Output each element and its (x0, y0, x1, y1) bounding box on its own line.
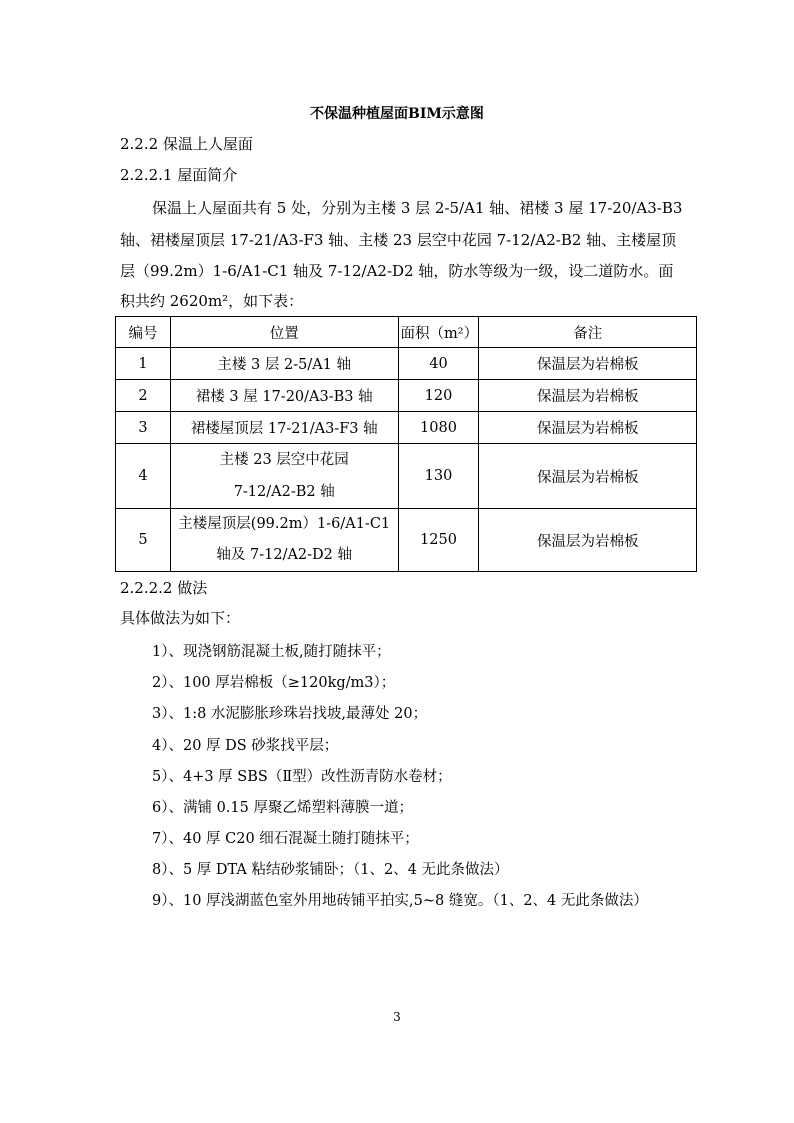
cell-note: 保温层为岩棉板 (479, 348, 697, 380)
table-row (116, 380, 697, 412)
cell-number: 4 (116, 444, 171, 509)
cell-number: 5 (116, 509, 171, 572)
cell-location (170, 444, 398, 509)
paragraph-line: 保温上人屋面共有 5 处，分别为主楼 3 层 2-5/A1 轴、裙楼 3 屋 17-20/A3-B3 (152, 199, 683, 217)
cell-note: 保温层为岩棉板 (479, 412, 697, 444)
table-row (116, 444, 697, 509)
cell-location-line: 主楼屋顶层(99.2m）1-6/A1-C1 (178, 516, 391, 532)
cell-area: 1250 (398, 509, 479, 572)
header-cell: 备注 (479, 317, 697, 348)
cell-number: 3 (116, 412, 171, 444)
method-step: 7）、40 厚 C20 细石混凝土随打随抹平； (152, 831, 419, 847)
method-step: 2）、100 厚岩棉板（≥120kg/m3）； (152, 675, 396, 691)
method-step: 8）、5 厚 DTA 粘结砂浆铺卧；（1、2、4 无此条做法） (152, 862, 509, 878)
paragraph-line: 层（99.2m）1-6/A1-C1 轴及 7-12/A2-D2 轴，防水等级为一级，设二道防水。面 (120, 262, 674, 280)
method-intro: 具体做法为如下： (120, 609, 241, 627)
cell-location-line: 7-12/A2-B2 轴 (233, 484, 335, 500)
method-step: 4）、20 厚 DS 砂浆找平层； (152, 738, 339, 754)
subsection-heading: 2.2.2.1 屋面简介 (120, 166, 238, 184)
cell-area: 120 (398, 380, 479, 412)
table-row (116, 412, 697, 444)
header-cell: 面积（m²） (398, 317, 479, 348)
cell-area: 40 (398, 348, 479, 380)
cell-location (170, 509, 398, 572)
cell-area: 130 (398, 444, 479, 509)
table-header-row (116, 317, 697, 348)
cell-number: 1 (116, 348, 171, 380)
method-step: 3）、1:8 水泥膨胀珍珠岩找坡,最薄处 20； (152, 706, 428, 722)
method-step: 9）、10 厚浅湖蓝色室外用地砖铺平拍实,5~8 缝宽。（1、2、4 无此条做法） (152, 893, 648, 909)
page-number: 3 (393, 1010, 401, 1024)
header-cell: 编号 (116, 317, 171, 348)
table-row (116, 509, 697, 572)
cell-location: 裙楼屋顶层 17-21/A3-F3 轴 (170, 412, 398, 444)
section-heading: 2.2.2 保温上人屋面 (120, 135, 253, 153)
cell-location-line: 轴及 7-12/A2-D2 轴 (216, 547, 353, 563)
cell-area: 1080 (398, 412, 479, 444)
cell-note: 保温层为岩棉板 (479, 509, 697, 572)
header-cell: 位置 (170, 317, 398, 348)
cell-location: 主楼 3 层 2-5/A1 轴 (170, 348, 398, 380)
method-heading: 2.2.2.2 做法 (120, 579, 208, 597)
method-step: 1）、现浇钢筋混凝土板,随打随抹平； (152, 644, 391, 660)
cell-note: 保温层为岩棉板 (479, 380, 697, 412)
paragraph-line: 积共约 2620m²，如下表： (120, 292, 304, 310)
method-step: 5）、4+3 厚 SBS（Ⅱ型）改性沥青防水卷材； (152, 769, 452, 785)
figure-caption: 不保温种植屋面BIM示意图 (310, 106, 484, 122)
cell-note: 保温层为岩棉板 (479, 444, 697, 509)
table-row (116, 348, 697, 380)
paragraph-line: 轴、裙楼屋顶层 17-21/A3-F3 轴、主楼 23 层空中花园 7-12/A2-B2 轴、主楼屋顶 (120, 231, 677, 249)
method-step: 6）、满铺 0.15 厚聚乙烯塑料薄膜一道； (152, 800, 413, 816)
cell-location-line: 主楼 23 层空中花园 (219, 452, 349, 468)
cell-number: 2 (116, 380, 171, 412)
roof-area-table (115, 316, 697, 572)
cell-location: 裙楼 3 屋 17-20/A3-B3 轴 (170, 380, 398, 412)
